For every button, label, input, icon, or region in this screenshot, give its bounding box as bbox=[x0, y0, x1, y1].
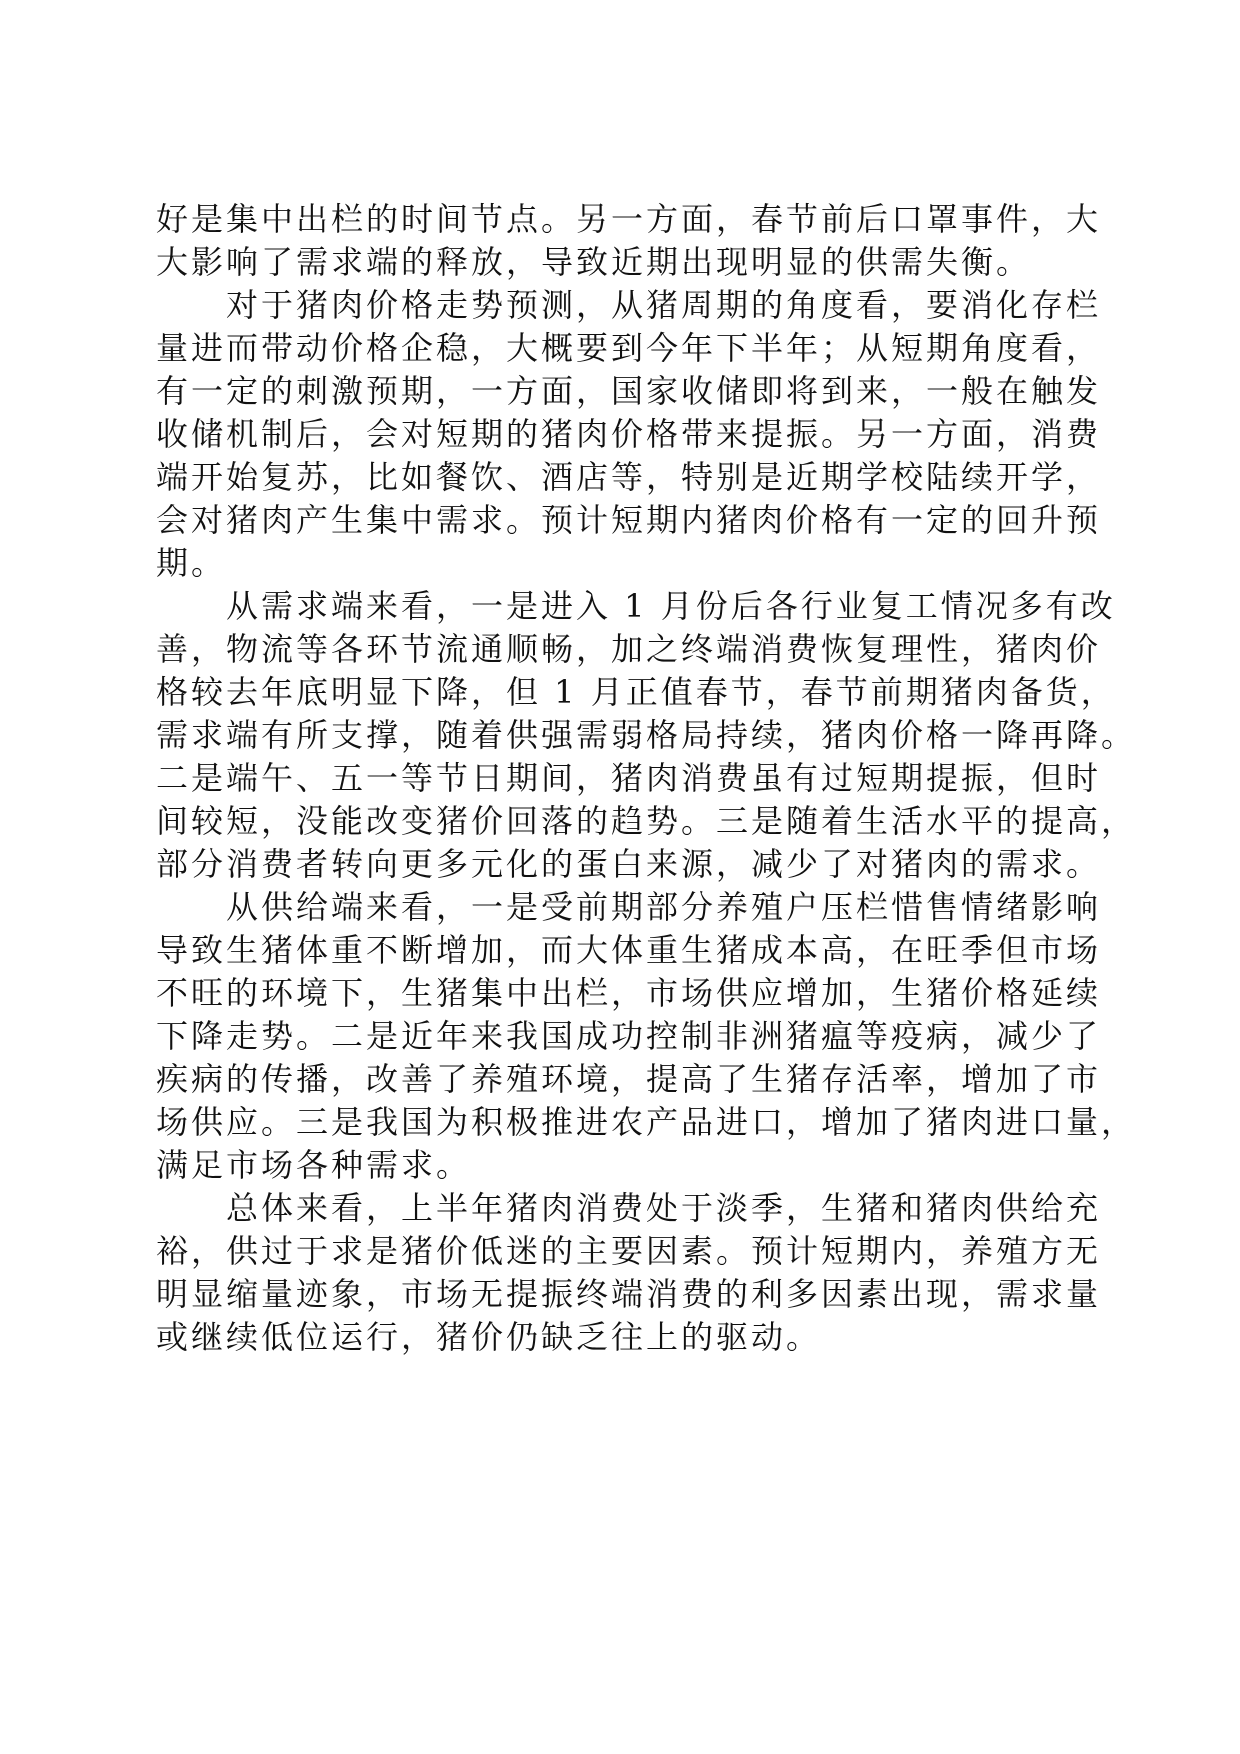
text-line: 收储机制后，会对短期的猪肉价格带来提振。另一方面，消费 bbox=[156, 415, 1102, 453]
paragraph-first-line: 从供给端来看，一是受前期部分养殖户压栏惜售情绪影响 bbox=[226, 888, 1102, 926]
text-line: 裕，供过于求是猪价低迷的主要因素。预计短期内，养殖方无 bbox=[156, 1232, 1102, 1270]
text-line: 端开始复苏，比如餐饮、酒店等，特别是近期学校陆续开学， bbox=[156, 458, 1102, 496]
text-line: 场供应。三是我国为积极推进农产品进口，增加了猪肉进口量， bbox=[156, 1103, 1137, 1141]
text-line: 格较去年底明显下降，但 1 月正值春节，春节前期猪肉备货， bbox=[156, 673, 1116, 711]
text-line: 有一定的刺激预期，一方面，国家收储即将到来，一般在触发 bbox=[156, 372, 1102, 410]
paragraph-first-line: 对于猪肉价格走势预测，从猪周期的角度看，要消化存栏 bbox=[226, 286, 1102, 324]
text-line: 满足市场各种需求。 bbox=[156, 1146, 472, 1184]
document-body bbox=[156, 198, 1137, 1359]
text-line: 明显缩量迹象，市场无提振终端消费的利多因素出现，需求量 bbox=[156, 1275, 1102, 1313]
text-line: 间较短，没能改变猪价回落的趋势。三是随着生活水平的提高， bbox=[156, 802, 1137, 840]
text-line: 好是集中出栏的时间节点。另一方面，春节前后口罩事件，大 bbox=[156, 200, 1102, 238]
paragraph-first-line: 从需求端来看，一是进入 1 月份后各行业复工情况多有改 bbox=[226, 587, 1116, 625]
text-line: 二是端午、五一等节日期间，猪肉消费虽有过短期提振，但时 bbox=[156, 759, 1102, 797]
text-line: 部分消费者转向更多元化的蛋白来源，减少了对猪肉的需求。 bbox=[156, 845, 1102, 883]
text-line: 或继续低位运行，猪价仍缺乏往上的驱动。 bbox=[156, 1318, 822, 1356]
text-line: 量进而带动价格企稳，大概要到今年下半年；从短期角度看， bbox=[156, 329, 1102, 367]
text-line: 下降走势。二是近年来我国成功控制非洲猪瘟等疫病，减少了 bbox=[156, 1017, 1102, 1055]
text-line: 大影响了需求端的释放，导致近期出现明显的供需失衡。 bbox=[156, 243, 1032, 281]
text-line: 需求端有所支撑，随着供强需弱格局持续，猪肉价格一降再降。 bbox=[156, 716, 1137, 754]
text-line: 不旺的环境下，生猪集中出栏，市场供应增加，生猪价格延续 bbox=[156, 974, 1102, 1012]
text-line: 导致生猪体重不断增加，而大体重生猪成本高，在旺季但市场 bbox=[156, 931, 1102, 969]
text-line: 期。 bbox=[156, 544, 227, 582]
text-line: 善，物流等各环节流通顺畅，加之终端消费恢复理性，猪肉价 bbox=[156, 630, 1102, 668]
paragraph-first-line: 总体来看，上半年猪肉消费处于淡季，生猪和猪肉供给充 bbox=[226, 1189, 1102, 1227]
text-line: 会对猪肉产生集中需求。预计短期内猪肉价格有一定的回升预 bbox=[156, 501, 1102, 539]
text-line: 疾病的传播，改善了养殖环境，提高了生猪存活率，增加了市 bbox=[156, 1060, 1102, 1098]
